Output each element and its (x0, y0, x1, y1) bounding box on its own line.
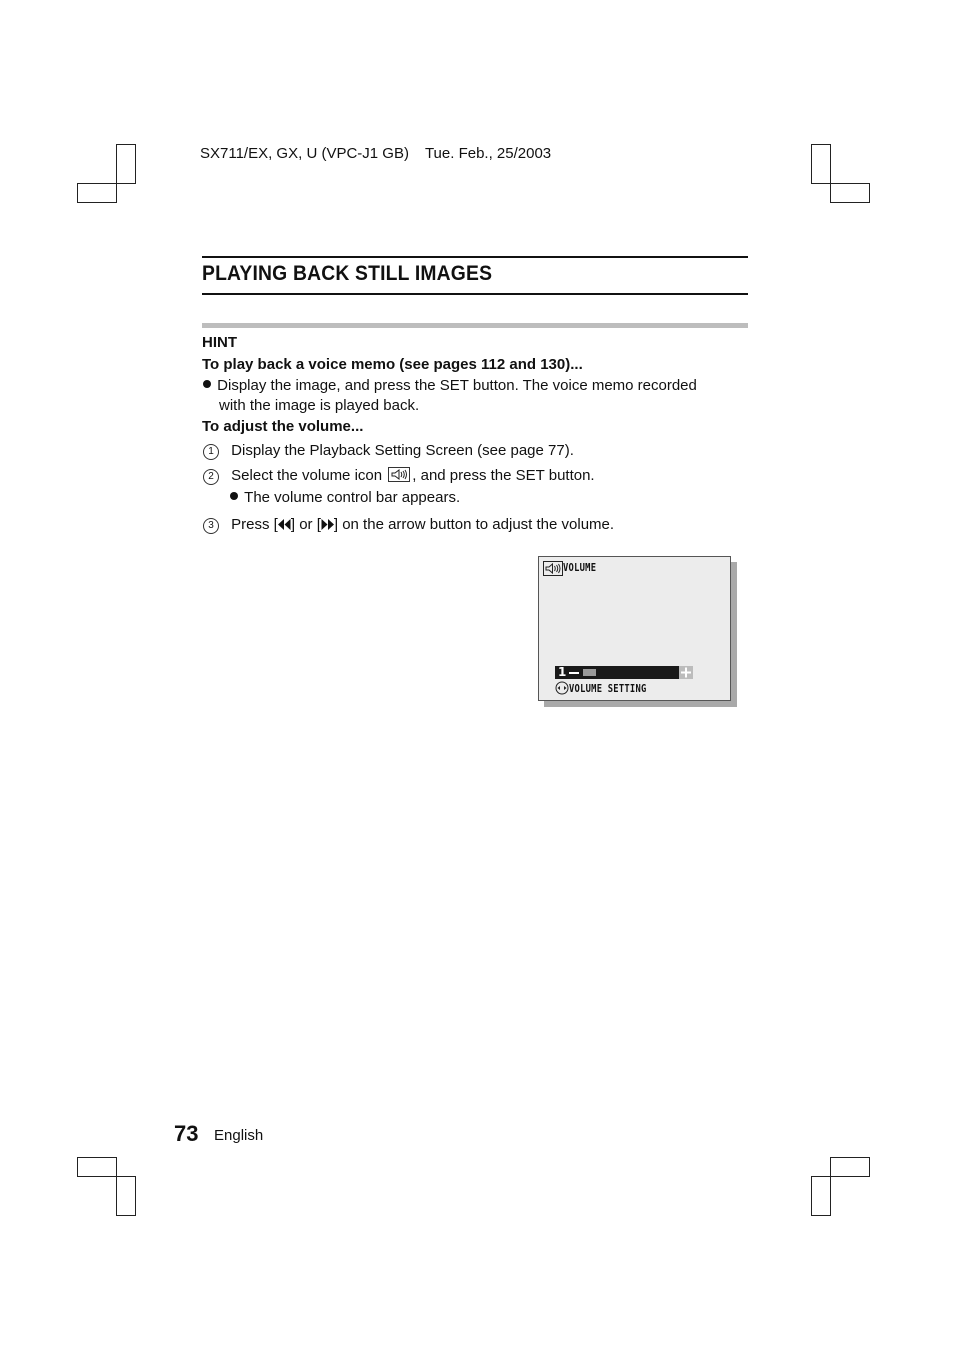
step-2-text-before: Select the volume icon (231, 467, 383, 484)
step-1-text: Display the Playback Setting Screen (see page 77). (231, 442, 574, 459)
title-bottom-rule (202, 293, 748, 295)
voice-memo-bullet (203, 376, 697, 396)
crop-mark-bottom-right-horizontal (830, 1157, 870, 1177)
page-number: 73 (174, 1121, 199, 1146)
step-number-1: 1 (203, 444, 219, 460)
voice-memo-heading: To play back a voice memo (see pages 112 and 130)... (202, 356, 583, 373)
crop-mark-top-left-vertical (116, 144, 136, 184)
title-top-rule (202, 256, 748, 258)
step-number-2: 2 (203, 469, 219, 485)
step-3-text-mid: ] or [ (290, 516, 321, 533)
volume-heading: To adjust the volume... (202, 418, 364, 435)
step-2-sub-bullet (230, 488, 460, 508)
camera-screen (538, 556, 731, 701)
arrow-pad-icon (555, 681, 569, 695)
bullet-icon (230, 492, 238, 500)
hint-divider (202, 323, 748, 328)
step-3-text-after: ] on the arrow button to adjust the volume. (333, 516, 615, 533)
voice-memo-bullet-line2: with the image is played back. (219, 397, 420, 414)
step-2 (203, 466, 595, 486)
step-3 (203, 515, 614, 535)
screen-title: VOLUME (563, 561, 597, 574)
rewind-icon (278, 519, 291, 530)
fast-forward-icon (321, 519, 334, 530)
header-date: Tue. Feb., 25/2003 (424, 145, 552, 162)
minus-icon (569, 672, 579, 674)
screen-volume-icon (543, 561, 563, 576)
crop-mark-bottom-left-vertical (116, 1176, 136, 1216)
hint-label: HINT (202, 334, 237, 351)
crop-mark-bottom-right-vertical (811, 1176, 831, 1216)
step-3-text-before: Press [ (231, 516, 278, 533)
step-number-3: 3 (203, 518, 219, 534)
bullet-icon (203, 380, 211, 388)
voice-memo-bullet-line1: Display the image, and press the SET button. The voice memo recorded (217, 377, 697, 394)
crop-mark-top-right-horizontal (830, 183, 870, 203)
step-2-text-after: , and press the SET button. (412, 467, 595, 484)
crop-mark-top-left-horizontal (77, 183, 117, 203)
section-title: PLAYING BACK STILL IMAGES (202, 262, 493, 285)
volume-level-label: 1 (558, 665, 567, 679)
document-header (200, 145, 551, 162)
plus-icon (679, 666, 693, 679)
screen-footer: VOLUME SETTING (569, 682, 647, 695)
volume-icon (388, 467, 410, 482)
crop-mark-bottom-left-horizontal (77, 1157, 117, 1177)
volume-level-fill (583, 669, 596, 676)
crop-mark-top-right-vertical (811, 144, 831, 184)
language-label: English (214, 1127, 264, 1144)
header-model: SX711/EX, GX, U (VPC-J1 GB) (200, 145, 409, 162)
step-1 (203, 441, 574, 461)
sub-bullet-text: The volume control bar appears. (244, 489, 461, 506)
